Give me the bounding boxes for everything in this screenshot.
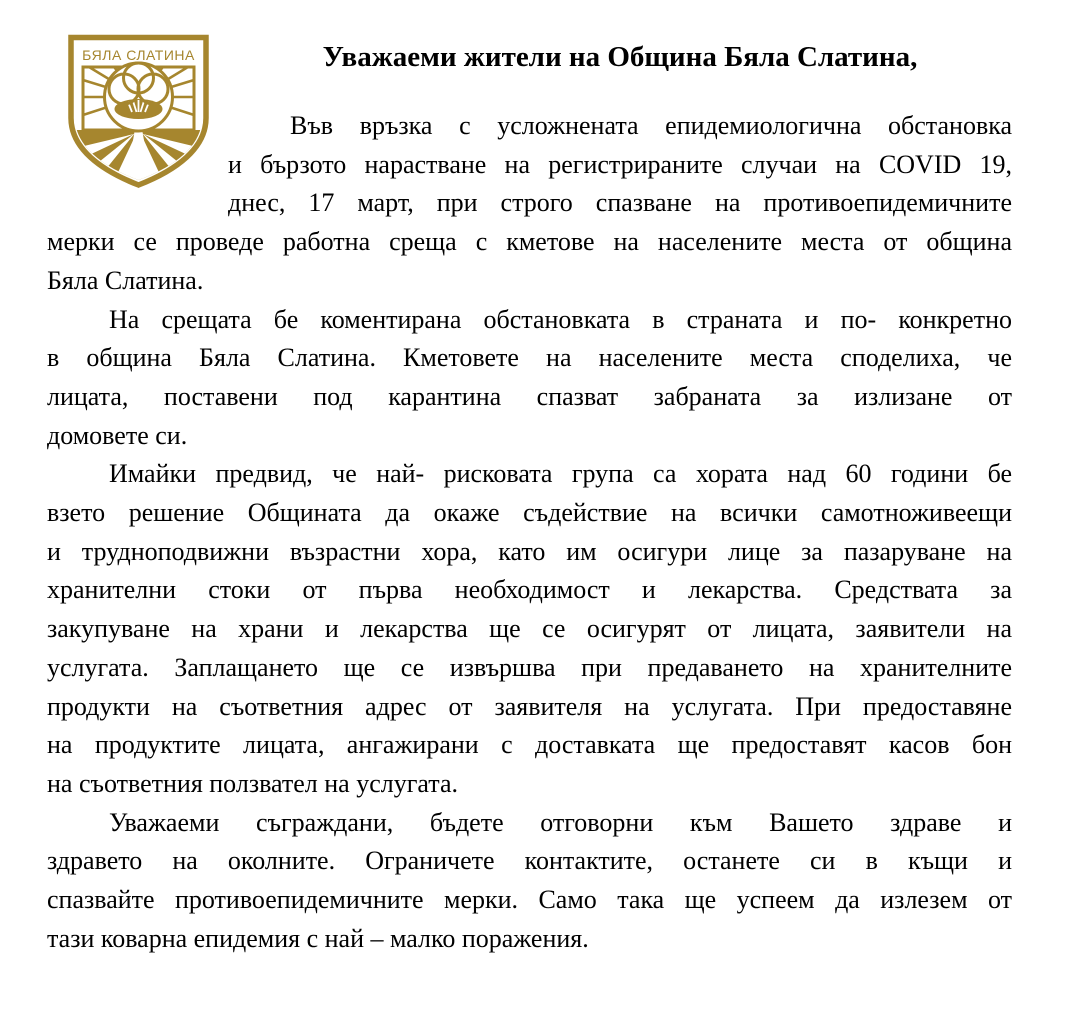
text-line: здравето на околните. Ограничете контактите, останете си в къщи и bbox=[47, 846, 1012, 876]
text-line: взето решение Общината да окаже съдействие на всички самотноживеещи bbox=[47, 498, 1012, 528]
seal-caption: БЯЛА СЛАТИНА bbox=[82, 47, 195, 63]
text-line: продукти на съответния адрес от заявителя на услугата. При предоставяне bbox=[47, 691, 1012, 721]
seal-graphic bbox=[62, 33, 215, 190]
text-line: на продуктите лицата, ангажирани с доставката ще предоставят касов бон bbox=[47, 730, 1012, 760]
text-line: домовете си. bbox=[47, 420, 188, 450]
text-line: и трудноподвижни възрастни хора, като им осигури лице за пазаруване на bbox=[47, 536, 1012, 566]
text-line: тази коварна епидемия с най – малко поражения. bbox=[47, 923, 589, 953]
paragraph bbox=[47, 301, 1012, 456]
paragraph bbox=[47, 804, 1012, 959]
text-line: днес, 17 март, при строго спазване на противоепидемичните bbox=[228, 188, 1012, 218]
municipal-seal bbox=[62, 33, 215, 190]
text-line: Бяла Слатина. bbox=[47, 265, 204, 295]
text-line: в община Бяла Слатина. Кметовете на населените места споделиха, че bbox=[47, 343, 1012, 373]
text-line: хранителни стоки от първа необходимост и лекарства. Средствата за bbox=[47, 575, 1012, 605]
text-line: Уважаеми съграждани, бъдете отговорни към Вашето здраве и bbox=[109, 807, 1012, 837]
text-line: На срещата бе коментирана обстановката в страната и по- конкретно bbox=[109, 304, 1012, 334]
document-body bbox=[47, 107, 1012, 958]
document-title: Уважаеми жители на Община Бяла Слатина, bbox=[322, 41, 918, 73]
text-line: лицата, поставени под карантина спазват забраната за излизане от bbox=[47, 381, 1012, 411]
paragraph bbox=[47, 455, 1012, 803]
text-line: на съответния ползвател на услугата. bbox=[47, 768, 458, 798]
text-line: и бързото нарастване на регистрираните случаи на COVID 19, bbox=[228, 149, 1012, 179]
text-line: Имайки предвид, че най- рисковата група са хората над 60 години бе bbox=[109, 459, 1012, 489]
text-line: спазвайте противоепидемичните мерки. Само така ще успеем да излезем от bbox=[47, 885, 1012, 915]
seal-center-circle bbox=[105, 63, 173, 131]
text-line: закупуване на храни и лекарства ще се осигурят от лицата, заявители на bbox=[47, 614, 1012, 644]
text-line: Във връзка с усложнената епидемиологична обстановка bbox=[290, 111, 1012, 140]
text-line: мерки се проведе работна среща с кметове на населените места от община bbox=[47, 227, 1012, 257]
text-line: услугата. Заплащането ще се извършва при предаването на хранителните bbox=[47, 652, 1012, 682]
